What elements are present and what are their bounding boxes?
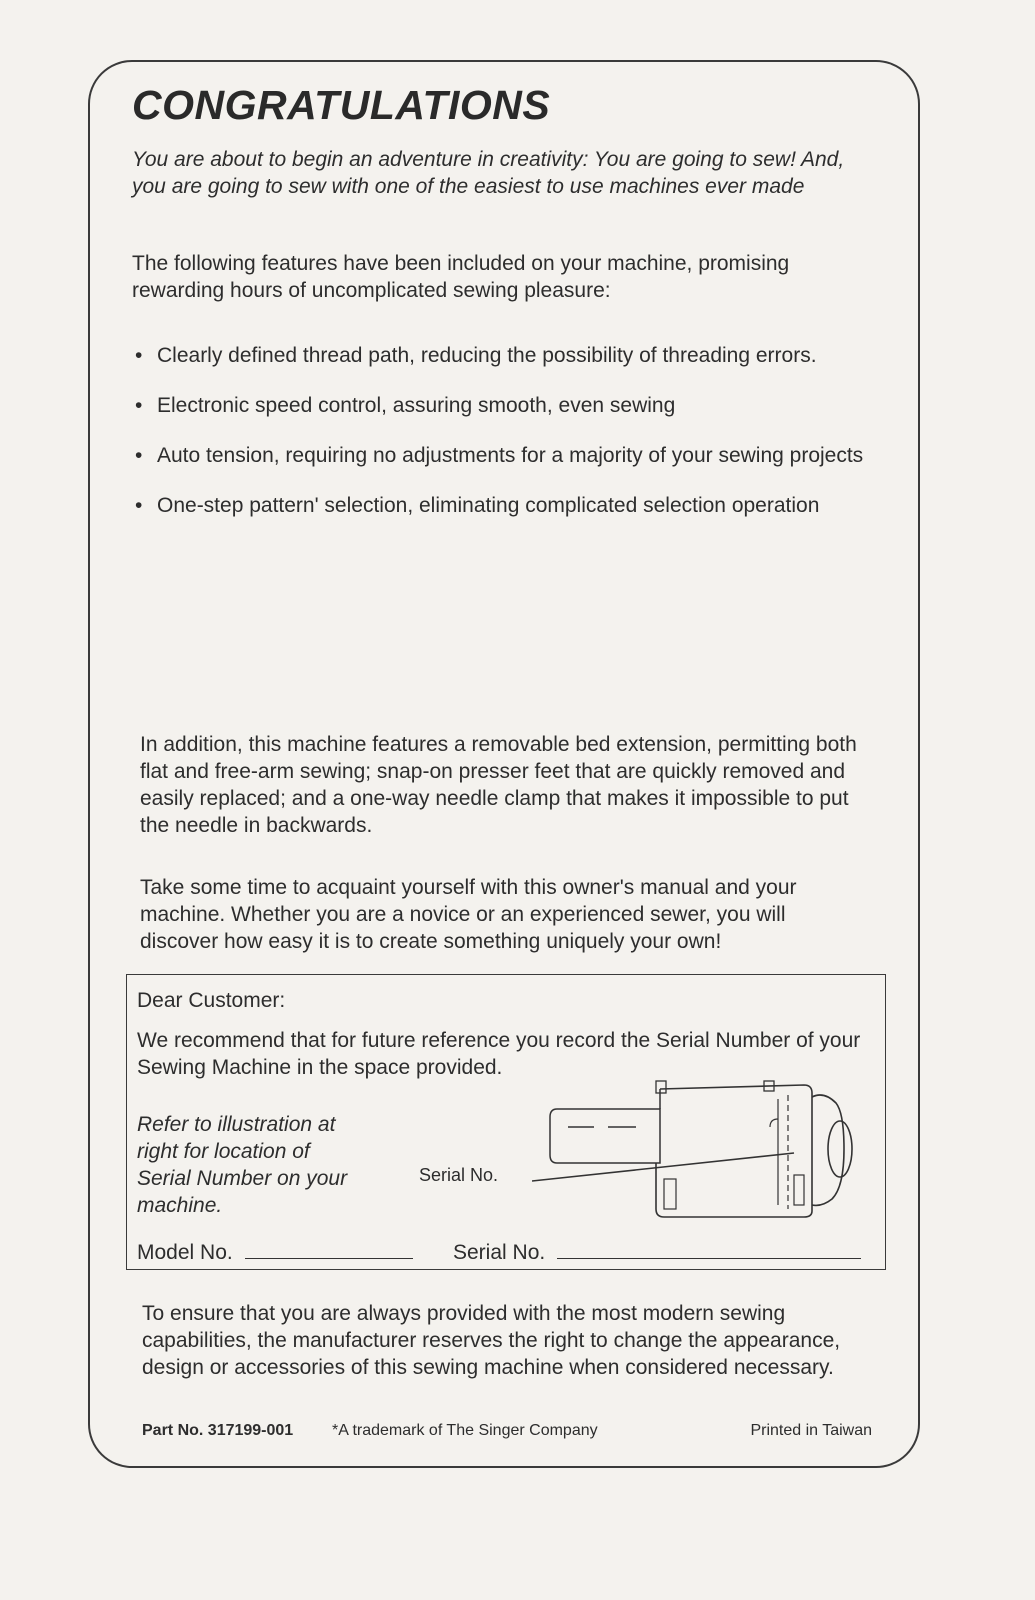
serial-number-field	[453, 1240, 861, 1265]
printed-in: Printed in Taiwan	[750, 1422, 872, 1439]
feature-item: • One-step pattern' selection, eliminating complicated selection operation	[135, 492, 865, 520]
serial-number-label: Serial No.	[453, 1241, 546, 1264]
feature-item: • Auto tension, requiring no adjustments for a majority of your sewing projects	[135, 442, 865, 470]
features-intro: The following features have been included on your machine, promising rewarding hours of uncomplicated sewing pleasure:	[132, 252, 790, 302]
feature-item: • Clearly defined thread path, reducing the possibility of threading errors.	[135, 342, 865, 370]
model-number-label: Model No.	[137, 1241, 233, 1264]
model-number-blank	[245, 1240, 413, 1259]
customer-greeting: Dear Customer:	[137, 989, 286, 1012]
part-number: Part No. 317199-001	[142, 1422, 294, 1439]
serial-number-caption: Serial No.	[419, 1165, 499, 1185]
refer-text: Refer to illustration at right for location of Serial Number on your machine.	[137, 1113, 348, 1217]
sewing-machine-illustration	[532, 1075, 862, 1225]
notice-paragraph: To ensure that you are always provided with the most modern sewing capabilities, the manufacturer reserves the right to change the appearance, design or accessories of this sewing machine when considered necessary.	[142, 1302, 841, 1379]
model-number-field	[137, 1240, 413, 1265]
addition-paragraph: In addition, this machine features a removable bed extension, permitting both flat and free-arm sewing; snap-on presser feet that are quickly removed and easily replaced; and a one-way needle clamp that makes it impossible to put the needle in backwards.	[140, 733, 857, 837]
serial-number-blank	[557, 1240, 861, 1259]
intro-text: You are about to begin an adventure in creativity: You are going to sew! And, you are going to sew with one of the easiest to use machines ever made	[132, 148, 845, 198]
feature-item: • Electronic speed control, assuring smooth, even sewing	[135, 392, 865, 420]
footer	[142, 1422, 872, 1440]
acquaint-paragraph: Take some time to acquaint yourself with this owner's manual and your machine. Whether you are a novice or an experienced sewer, you will discover how easy it is to create something uniquely your own!	[140, 876, 797, 953]
trademark-note: *A trademark of The Singer Company	[332, 1422, 598, 1439]
page-title: CONGRATULATIONS	[132, 82, 551, 128]
customer-record-box	[126, 974, 886, 1270]
feature-list	[135, 342, 865, 520]
recommend-text: We recommend that for future reference you record the Serial Number of your Sewing Machine in the space provided.	[137, 1029, 861, 1079]
